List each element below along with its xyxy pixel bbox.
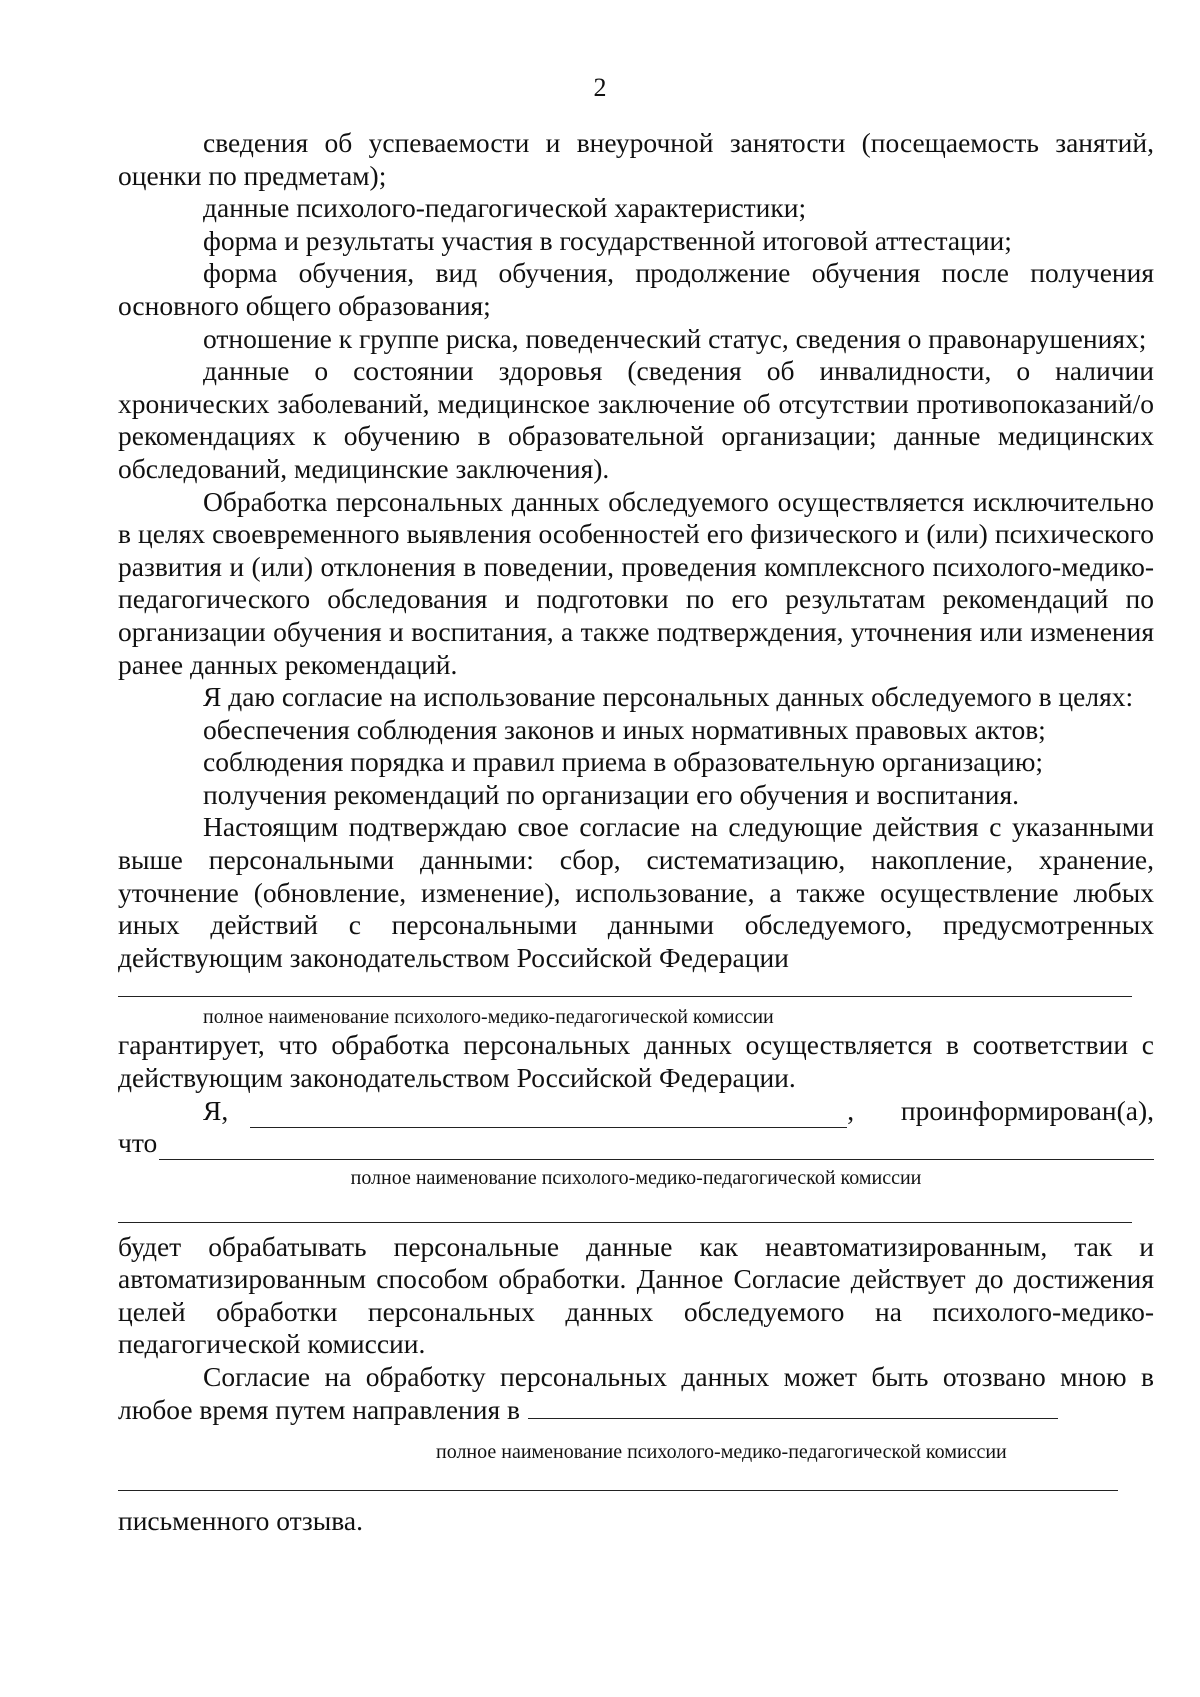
paragraph-will-process: будет обрабатывать персональные данные как неавтоматизированным, так и автоматизированным способом обработки. Данное Согласие действует до достижения целей обработки персональных данных обследуемого на психолого-медико-педагогической комиссии. (118, 1230, 1154, 1360)
purpose-item: получения рекомендаций по организации его обучения и воспитания. (203, 778, 1019, 810)
paragraph-revoke: Согласие на обработку персональных данных может быть отозвано мною в любое время путем направления в (118, 1361, 1154, 1425)
informed-line (118, 1095, 1154, 1128)
paragraph-actions: Настоящим подтверждаю свое согласие на следующие действия с указанными выше персональными данными: сбор, систематизацию, накопление, хранение, уточнение (обновление, изменение), использование, а также осуществление любых иных действий с персональными данными обследуемого, предусмотренных действующим законодательством Российской Федерации (118, 811, 1154, 973)
that-word: что (118, 1127, 158, 1159)
closing-text: письменного отзыва. (118, 1505, 363, 1537)
item-education-form: форма обучения, вид обучения, продолжение обучения после получения основного общего образования; (118, 257, 1154, 321)
commission-caption-2: полное наименование психолого-медико-педагогической комиссии (350, 1166, 922, 1189)
informed-suffix: проинформирован(а), (900, 1095, 1154, 1127)
commission-caption: полное наименование психолого-медико-педагогической комиссии (203, 1006, 774, 1029)
revoke-blank[interactable] (528, 1394, 1058, 1419)
commission-name-line (118, 996, 1132, 997)
purpose-item: соблюдения порядка и правил приема в образовательную организацию; (203, 746, 1044, 778)
item-health: данные о состоянии здоровья (сведения об инвалидности, о наличии хронических заболеваний, медицинское заключение об отсутствии противопоказаний/о рекомендациях к обучению в образовательной организации; данные медицинских обследований, медицинские заключения). (118, 355, 1154, 484)
purpose-item: обеспечения соблюдения законов и иных нормативных правовых актов; (203, 713, 1046, 745)
item-characteristics: данные психолого-педагогической характеристики; (203, 192, 807, 224)
document-body (118, 127, 1154, 1538)
commission-caption-3: полное наименование психолого-медико-педагогической комиссии (436, 1441, 1007, 1464)
commission-blank[interactable] (159, 1135, 1154, 1160)
paragraph-processing: Обработка персональных данных обследуемого осуществляется исключительно в целях своевременного выявления особенностей его физического и (или) психического развития и (или) отклонения в поведении, проведения комплексного психолого-медико-педагогического обследования и подготовки по его результатам рекомендаций по организации обучения и воспитания, а также подтверждения, уточнения или изменения ранее данных рекомендаций. (118, 485, 1154, 680)
paragraph-guarantee: гарантирует, что обработка персональных данных осуществляется в соответствии с действующим законодательством Российской Федерации. (118, 1029, 1154, 1094)
informed-comma: , (847, 1095, 855, 1127)
page-number: 2 (593, 73, 607, 102)
that-line (118, 1128, 1154, 1160)
item-risk-group: отношение к группе риска, поведенческий статус, сведения о правонарушениях; (203, 322, 1147, 354)
paragraph-consent: Я даю согласие на использование персональных данных обследуемого в целях: (203, 681, 1134, 713)
item-academic: сведения об успеваемости и внеурочной занятости (посещаемость занятий, оценки по предметам); (118, 127, 1154, 191)
name-blank[interactable] (250, 1103, 847, 1128)
item-attestation: форма и результаты участия в государственной итоговой аттестации; (203, 224, 1012, 256)
informed-prefix: Я, (203, 1095, 229, 1127)
